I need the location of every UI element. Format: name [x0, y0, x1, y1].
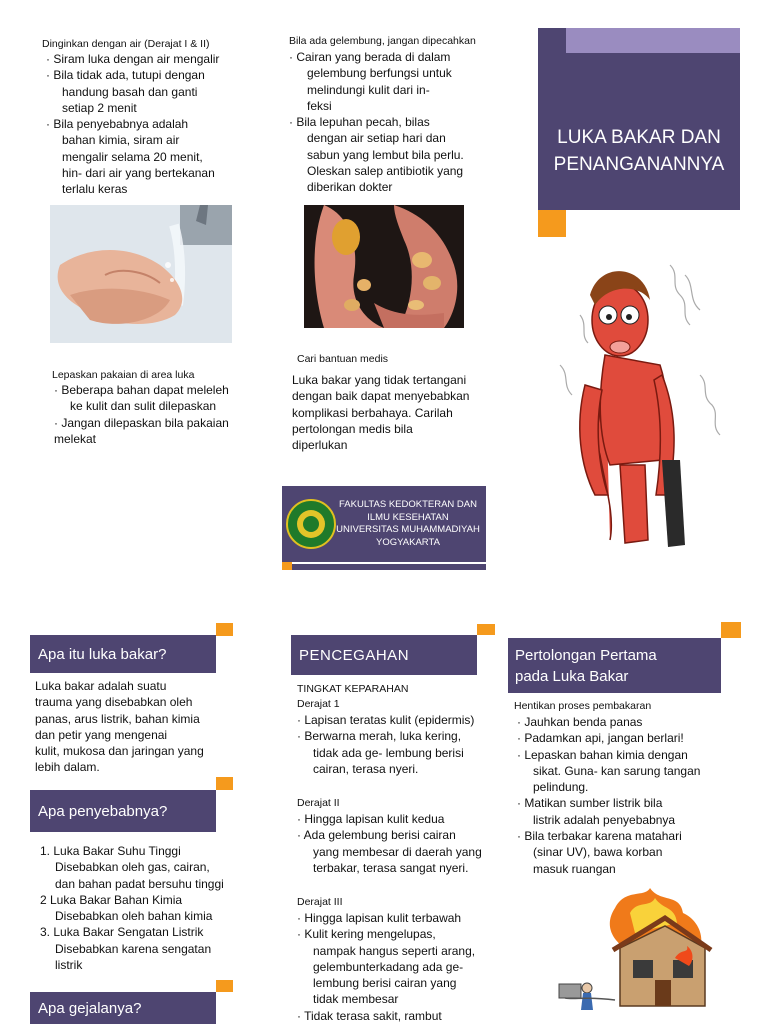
cover-title-line: PENANGANANNYA — [553, 154, 725, 175]
list-item: nampak hangus seperti arang, — [313, 943, 476, 958]
list-item: · Bila lepuhan pecah, bilas — [289, 115, 430, 130]
list-item: melindungi kulit dari in- — [307, 82, 430, 97]
list-item: · Hingga lapisan kulit kedua — [297, 812, 445, 826]
list-item: tidak ada ge- lembung berisi — [313, 745, 464, 760]
institution-line: UNIVERSITAS MUHAMMADIYAH — [336, 524, 480, 535]
list-item: · Berwarna merah, luka kering, — [297, 729, 462, 744]
what-is-burn-text — [35, 678, 213, 776]
list-item: gelembung berfungsi untuk — [307, 66, 452, 81]
section-title-text: pada Luka Bakar — [515, 668, 629, 685]
section-title-first-aid — [508, 638, 721, 693]
list-item: · Bila terbakar karena matahari — [517, 829, 682, 844]
orange-accent — [216, 980, 233, 992]
burning-house-illustration — [555, 888, 715, 1018]
hands-water-photo — [50, 205, 232, 343]
burned-man-illustration — [550, 255, 730, 555]
list-item: · Tidak terasa sakit, rambut — [297, 1008, 442, 1023]
list-item: · Cairan yang berada di dalam — [289, 50, 451, 64]
list-item: masuk ruangan — [533, 861, 616, 876]
section-title-text: Apa itu luka bakar? — [38, 645, 167, 663]
cool-down-list — [46, 51, 256, 198]
stop-burning-heading: Hentikan proses pembakaran — [514, 700, 652, 712]
section-title-causes — [30, 790, 216, 832]
section-title-prevention — [291, 635, 477, 675]
text-line: panas, arus listrik, bahan kimia — [35, 711, 200, 726]
accent-bar — [292, 564, 486, 570]
list-item: yang membesar di daerah yang — [313, 844, 482, 859]
section-title-what-is-burn — [30, 635, 216, 673]
list-item: · Beberapa bahan dapat meleleh — [54, 383, 229, 397]
list-item: hin- dari air yang bertekanan — [62, 166, 215, 181]
list-item: Disebabkan oleh bahan kimia — [55, 909, 213, 924]
orange-accent — [216, 777, 233, 790]
university-logo-icon — [286, 499, 336, 549]
first-aid-list — [517, 714, 742, 877]
institution-banner — [282, 486, 486, 562]
list-item: · Bila penyebabnya adalah — [46, 117, 189, 132]
orange-accent — [216, 623, 233, 636]
section-title-symptoms — [30, 992, 216, 1024]
degree-2-list — [297, 811, 497, 876]
degree-2-label: Derajat II — [297, 797, 340, 809]
list-item: · Kulit kering mengelupas, — [297, 927, 436, 942]
text-line: diperlukan — [292, 438, 348, 453]
list-item: · Padamkan api, jangan berlari! — [517, 731, 684, 746]
list-item: dan bahan padat bersuhu tinggi — [55, 876, 224, 891]
text-line: pertolongan medis bila — [292, 421, 413, 436]
list-item: 1. Luka Bakar Suhu Tinggi — [40, 844, 181, 858]
list-item: lembung berisi cairan yang — [313, 976, 457, 991]
list-item: (sinar UV), bawa korban — [533, 845, 663, 860]
list-item: terbakar, terasa sangat nyeri. — [313, 860, 469, 875]
institution-line: YOGYAKARTA — [376, 536, 440, 548]
blister-heading: Bila ada gelembung, jangan dipecahkan — [289, 35, 476, 47]
cover-top-stripe — [566, 28, 740, 53]
section-title-text: Pertolongan Pertama — [515, 647, 657, 664]
list-item: · Matikan sumber listrik bila — [517, 796, 663, 811]
orange-accent — [477, 624, 495, 635]
text-line: trauma yang disebabkan oleh — [35, 695, 193, 710]
degree-1-label: Derajat 1 — [297, 698, 340, 710]
list-item: pelindung. — [533, 780, 589, 795]
degree-1-list — [297, 712, 497, 777]
list-item: · Bila tidak ada, tutupi dengan — [46, 68, 205, 83]
list-item: · Lapisan teratas kulit (epidermis) — [297, 713, 475, 727]
text-line: kulit, mukosa dan jaringan yang — [35, 744, 204, 759]
list-item: listrik — [55, 958, 83, 973]
text-line: komplikasi berbahaya. Carilah — [292, 405, 453, 420]
list-item: Disebabkan oleh gas, cairan, — [55, 860, 210, 875]
remove-clothing-heading: Lepaskan pakaian di area luka — [52, 369, 195, 381]
list-item: setiap 2 menit — [62, 100, 137, 115]
list-item: · Jangan dilepaskan bila pakaian — [54, 415, 229, 430]
text-line: dengan baik dapat menyebabkan — [292, 389, 470, 404]
list-item: Oleskan salep antibiotik yang — [307, 164, 464, 179]
degree-3-label: Derajat III — [297, 896, 343, 908]
list-item: cairan, terasa nyeri. — [313, 761, 419, 776]
severity-heading: TINGKAT KEPARAHAN — [297, 683, 409, 695]
text-line: Luka bakar adalah suatu — [35, 679, 167, 693]
list-item: · Siram luka dengan air mengalir — [46, 52, 220, 66]
cover-orange-square — [538, 210, 566, 237]
list-item: dengan air setiap hari dan — [307, 131, 446, 146]
list-item: · Ada gelembung berisi cairan — [297, 828, 456, 843]
cover-title-line: LUKA BAKAR DAN — [557, 127, 721, 148]
list-item: sabun yang lembut bila perlu. — [307, 147, 464, 162]
degree-3-list — [297, 910, 497, 1024]
cover-title-block — [538, 28, 740, 210]
list-item: 3. Luka Bakar Sengatan Listrik — [40, 925, 204, 940]
list-item: terlalu keras — [62, 182, 128, 197]
blister-arm-photo — [304, 205, 464, 328]
remove-clothing-list — [54, 382, 264, 447]
list-item: handung basah dan ganti — [62, 84, 198, 99]
blister-list — [289, 49, 484, 196]
list-item: mengalir selama 20 menit, — [62, 149, 203, 164]
cool-down-heading: Dinginkan dengan air (Derajat I & II) — [42, 38, 210, 50]
institution-line: FAKULTAS KEDOKTERAN DAN — [339, 499, 477, 510]
cover-title — [538, 124, 740, 178]
section-title-text: PENCEGAHAN — [299, 646, 410, 664]
list-item: sikat. Guna- kan sarung tangan — [533, 763, 701, 778]
medical-help-heading: Cari bantuan medis — [297, 353, 389, 365]
medical-help-text — [292, 372, 478, 453]
institution-line: ILMU KESEHATAN — [367, 511, 449, 523]
list-item: · Jauhkan benda panas — [517, 715, 643, 729]
list-item: tidak membesar — [313, 992, 399, 1007]
list-item: ke kulit dan sulit dilepaskan — [70, 399, 217, 414]
text-line: lebih dalam. — [35, 760, 100, 775]
list-item: · Lepaskan bahan kimia dengan — [517, 747, 688, 762]
list-item: · Hingga lapisan kulit terbawah — [297, 911, 462, 925]
causes-list — [40, 843, 240, 973]
text-line: Luka bakar yang tidak tertangani — [292, 373, 467, 387]
list-item: feksi — [307, 98, 332, 113]
list-item: diberikan dokter — [307, 180, 393, 195]
list-item: listrik adalah penyebabnya — [533, 812, 676, 827]
list-item: bahan kimia, siram air — [62, 133, 180, 148]
list-item: 2 Luka Bakar Bahan Kimia — [40, 892, 183, 907]
section-title-text: Apa gejalanya? — [38, 999, 142, 1017]
orange-accent — [721, 622, 741, 638]
institution-name — [334, 499, 482, 549]
orange-accent — [282, 562, 292, 570]
list-item: gelembunterkadang ada ge- — [313, 959, 464, 974]
text-line: dan petir yang mengenai — [35, 727, 168, 742]
list-item: melekat — [54, 431, 97, 446]
list-item: Disebabkan karena sengatan — [55, 941, 212, 956]
section-title-text: Apa penyebabnya? — [38, 802, 168, 820]
